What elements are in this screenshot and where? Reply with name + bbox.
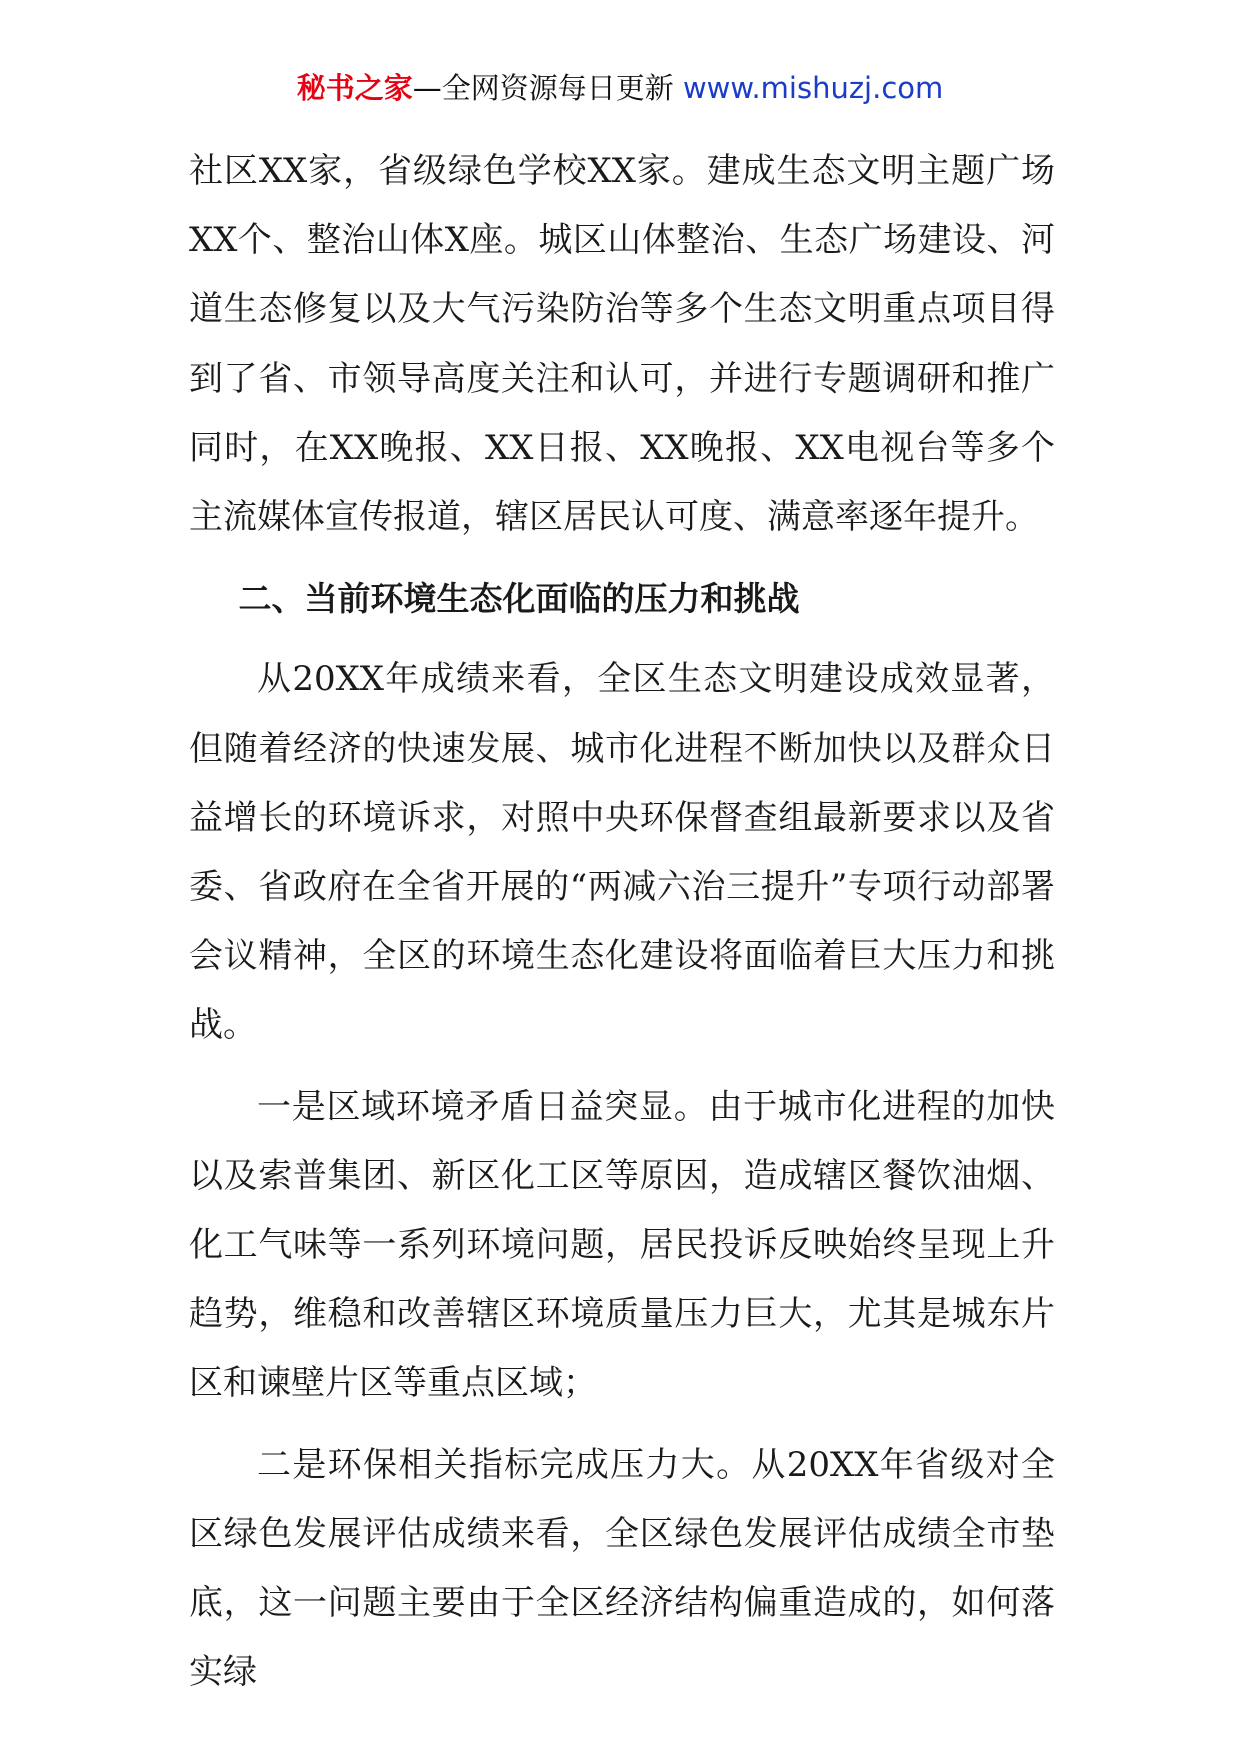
site-tagline: —全网资源每日更新 [412,71,674,105]
page-header [0,68,1240,108]
paragraph-point-1: 一是区域环境矛盾日益突显。由于城市化进程的加快以及索普集团、新区化工区等原因，造成辖区餐饮油烟、化工气味等一系列环境问题，居民投诉反映始终呈现上升趋势，维稳和改善辖区环境质量压力巨大，尤其是城东片区和谏壁片区等重点区域； [189,1086,1055,1404]
paragraph-continued: 社区XX家，省级绿色学校XX家。建成生态文明主题广场XX个、整治山体X座。城区山体整治、生态广场建设、河道生态修复以及大气污染防治等多个生态文明重点项目得到了省、市领导高度关注和认可，并进行专题调研和推广同时，在XX晚报、XX日报、XX晚报、XX电视台等多个主流媒体宣传报道，辖区居民认可度、满意率逐年提升。 [189,151,1055,538]
paragraph-point-2: 二是环保相关指标完成压力大。从20XX年省级对全区绿色发展评估成绩来看，全区绿色发展评估成绩全市垫底，这一问题主要由于全区经济结构偏重造成的，如何落实绿 [189,1444,1055,1693]
site-brand: 秘书之家 [296,71,413,105]
paragraph-gap [189,552,1055,564]
paragraph-gap [189,1061,1055,1073]
paragraph-gap [189,633,1055,645]
section-heading: 二、当前环境生态化面临的压力和挑战 [238,579,800,619]
paragraph-intro: 从20XX年成绩来看，全区生态文明建设成效显著，但随着经济的快速发展、城市化进程不断加快以及群众日益增长的环境诉求，对照中央环保督查组最新要求以及省委、省政府在全省开展的“两减六治三提升”专项行动部署会议精神，全区的环境生态化建设将面临着巨大压力和挑战。 [189,659,1055,1046]
site-url-link[interactable]: www.mishuzj.com [682,71,944,105]
document-body [189,137,1055,1707]
paragraph-gap [189,1419,1055,1431]
